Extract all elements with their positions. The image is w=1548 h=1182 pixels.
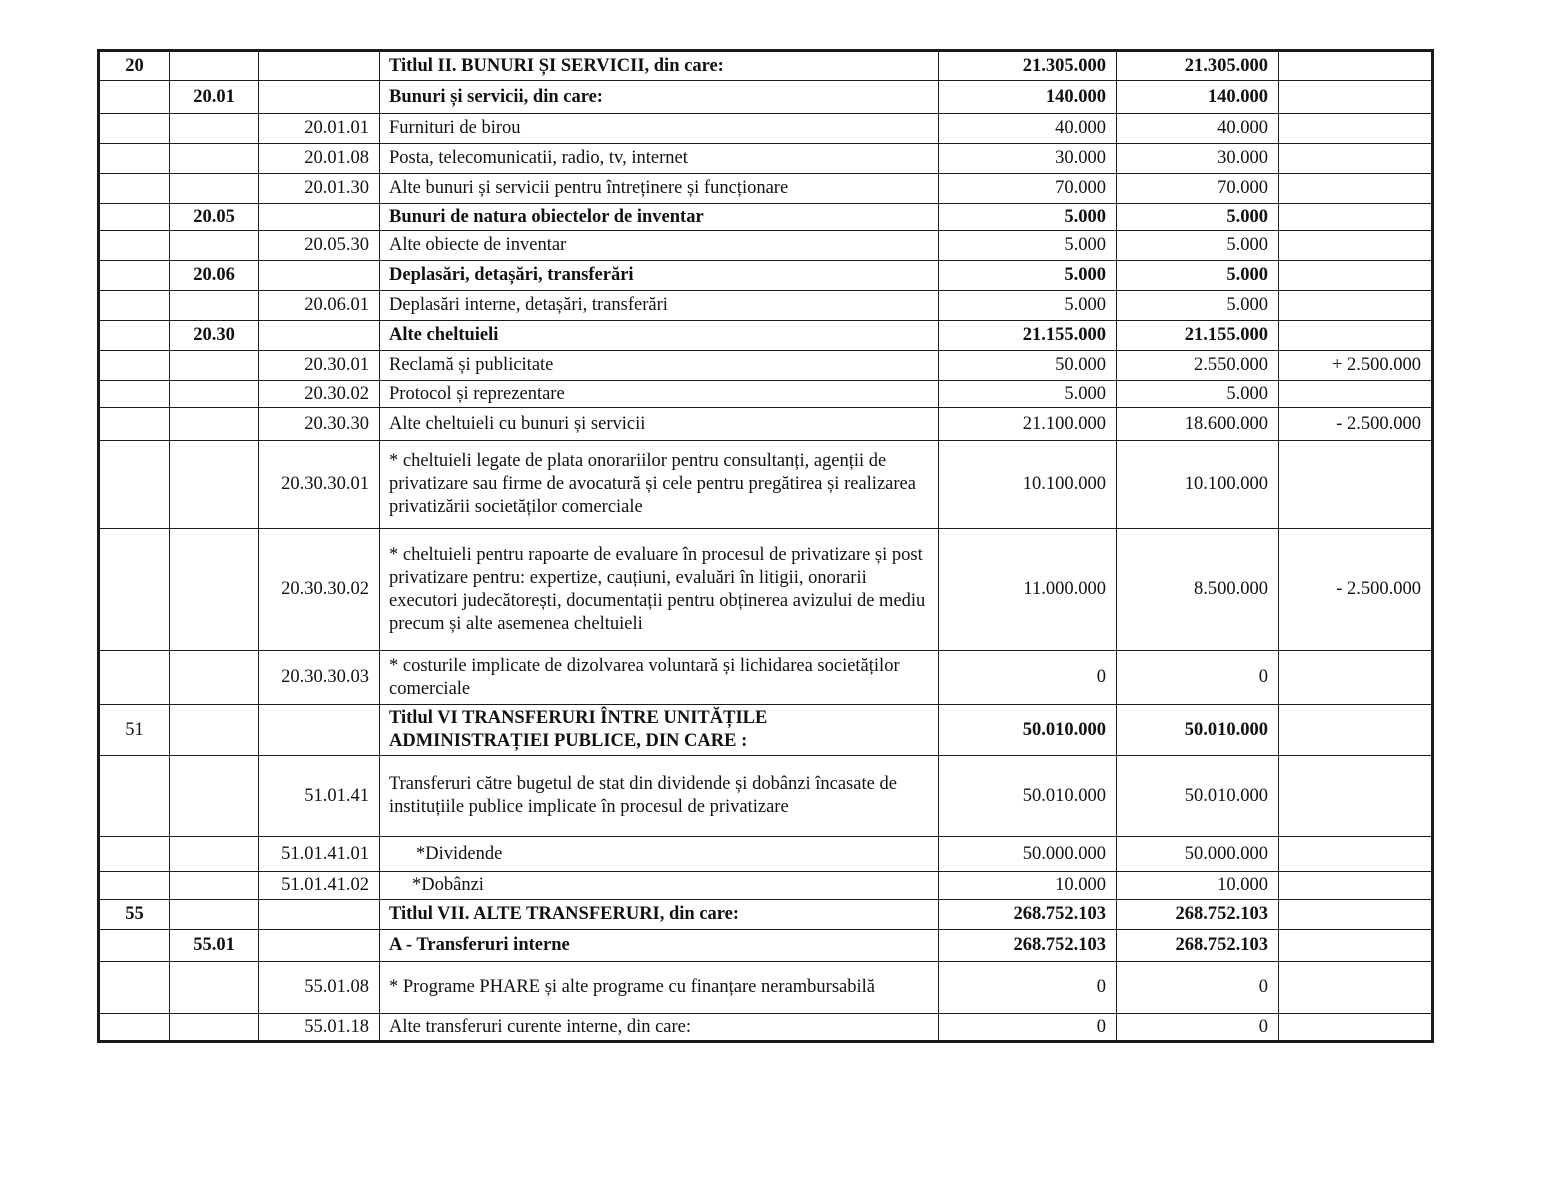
cell-title-code: 55 bbox=[99, 900, 170, 930]
cell-chapter-code bbox=[170, 291, 259, 321]
cell-description: Titlul II. BUNURI ȘI SERVICII, din care: bbox=[380, 51, 939, 81]
cell-title-code bbox=[99, 837, 170, 872]
cell-amount-initial: 268.752.103 bbox=[939, 900, 1117, 930]
cell-influence bbox=[1279, 441, 1433, 529]
table-row bbox=[99, 1014, 1433, 1042]
budget-table bbox=[97, 49, 1434, 1043]
cell-title-code bbox=[99, 81, 170, 114]
cell-amount-initial: 40.000 bbox=[939, 114, 1117, 144]
cell-amount-initial: 50.000.000 bbox=[939, 837, 1117, 872]
table-row bbox=[99, 351, 1433, 381]
cell-amount-revised: 268.752.103 bbox=[1117, 900, 1279, 930]
cell-influence bbox=[1279, 231, 1433, 261]
cell-title-code bbox=[99, 441, 170, 529]
table-row bbox=[99, 408, 1433, 441]
cell-chapter-code: 20.05 bbox=[170, 204, 259, 231]
cell-title-code bbox=[99, 408, 170, 441]
cell-influence bbox=[1279, 756, 1433, 837]
cell-title-code bbox=[99, 529, 170, 651]
table-row bbox=[99, 144, 1433, 174]
cell-amount-revised: 10.000 bbox=[1117, 872, 1279, 900]
cell-amount-initial: 10.100.000 bbox=[939, 441, 1117, 529]
cell-influence bbox=[1279, 261, 1433, 291]
cell-amount-initial: 21.305.000 bbox=[939, 51, 1117, 81]
cell-influence bbox=[1279, 705, 1433, 756]
cell-chapter-code bbox=[170, 900, 259, 930]
cell-title-code bbox=[99, 962, 170, 1014]
cell-description: Posta, telecomunicatii, radio, tv, internet bbox=[380, 144, 939, 174]
cell-amount-initial: 11.000.000 bbox=[939, 529, 1117, 651]
cell-amount-revised: 8.500.000 bbox=[1117, 529, 1279, 651]
table-row bbox=[99, 204, 1433, 231]
cell-chapter-code bbox=[170, 962, 259, 1014]
cell-article-code bbox=[259, 261, 380, 291]
table-row bbox=[99, 321, 1433, 351]
cell-amount-initial: 50.010.000 bbox=[939, 705, 1117, 756]
cell-article-code bbox=[259, 321, 380, 351]
cell-influence bbox=[1279, 1014, 1433, 1042]
cell-description: Titlul VII. ALTE TRANSFERURI, din care: bbox=[380, 900, 939, 930]
cell-article-code: 51.01.41.01 bbox=[259, 837, 380, 872]
cell-amount-revised: 268.752.103 bbox=[1117, 930, 1279, 962]
cell-title-code: 51 bbox=[99, 705, 170, 756]
cell-chapter-code bbox=[170, 408, 259, 441]
cell-amount-initial: 50.010.000 bbox=[939, 756, 1117, 837]
cell-chapter-code bbox=[170, 1014, 259, 1042]
table-row bbox=[99, 529, 1433, 651]
cell-chapter-code bbox=[170, 351, 259, 381]
cell-description: * costurile implicate de dizolvarea voluntară și lichidarea societăților comerciale bbox=[380, 651, 939, 705]
cell-influence bbox=[1279, 837, 1433, 872]
table-row bbox=[99, 261, 1433, 291]
cell-article-code: 20.01.01 bbox=[259, 114, 380, 144]
cell-title-code bbox=[99, 261, 170, 291]
table-row bbox=[99, 51, 1433, 81]
cell-description: Bunuri și servicii, din care: bbox=[380, 81, 939, 114]
cell-description: Alte transferuri curente interne, din care: bbox=[380, 1014, 939, 1042]
cell-description: Reclamă și publicitate bbox=[380, 351, 939, 381]
cell-amount-revised: 5.000 bbox=[1117, 261, 1279, 291]
cell-amount-initial: 10.000 bbox=[939, 872, 1117, 900]
cell-chapter-code: 20.06 bbox=[170, 261, 259, 291]
cell-title-code bbox=[99, 174, 170, 204]
cell-amount-revised: 21.155.000 bbox=[1117, 321, 1279, 351]
cell-influence bbox=[1279, 651, 1433, 705]
cell-title-code bbox=[99, 651, 170, 705]
cell-title-code bbox=[99, 144, 170, 174]
table-row bbox=[99, 441, 1433, 529]
cell-chapter-code bbox=[170, 651, 259, 705]
cell-article-code bbox=[259, 930, 380, 962]
cell-amount-revised: 0 bbox=[1117, 962, 1279, 1014]
cell-title-code bbox=[99, 291, 170, 321]
cell-article-code bbox=[259, 51, 380, 81]
cell-title-code bbox=[99, 872, 170, 900]
cell-amount-initial: 0 bbox=[939, 1014, 1117, 1042]
cell-influence bbox=[1279, 51, 1433, 81]
table-row bbox=[99, 381, 1433, 408]
cell-influence bbox=[1279, 381, 1433, 408]
cell-description: Bunuri de natura obiectelor de inventar bbox=[380, 204, 939, 231]
cell-article-code: 20.06.01 bbox=[259, 291, 380, 321]
cell-chapter-code bbox=[170, 231, 259, 261]
cell-influence bbox=[1279, 204, 1433, 231]
cell-influence: + 2.500.000 bbox=[1279, 351, 1433, 381]
cell-description: *Dividende bbox=[380, 837, 939, 872]
cell-chapter-code bbox=[170, 144, 259, 174]
cell-chapter-code bbox=[170, 114, 259, 144]
cell-amount-revised: 50.010.000 bbox=[1117, 756, 1279, 837]
cell-title-code bbox=[99, 321, 170, 351]
cell-chapter-code: 20.01 bbox=[170, 81, 259, 114]
cell-title-code bbox=[99, 756, 170, 837]
cell-amount-initial: 30.000 bbox=[939, 144, 1117, 174]
cell-influence: - 2.500.000 bbox=[1279, 408, 1433, 441]
cell-article-code: 20.30.30.03 bbox=[259, 651, 380, 705]
cell-article-code: 20.30.02 bbox=[259, 381, 380, 408]
table-row bbox=[99, 900, 1433, 930]
cell-amount-initial: 5.000 bbox=[939, 381, 1117, 408]
table-row bbox=[99, 962, 1433, 1014]
cell-title-code bbox=[99, 930, 170, 962]
cell-chapter-code bbox=[170, 381, 259, 408]
cell-article-code: 20.30.30.01 bbox=[259, 441, 380, 529]
cell-description: Alte bunuri și servicii pentru întreținere și funcționare bbox=[380, 174, 939, 204]
cell-description: * cheltuieli pentru rapoarte de evaluare în procesul de privatizare și post privatizare pentru: expertize, cauțiuni, evaluări în litigii, onorarii executori judecătorești, documentații pentru obținerea avizului de mediu precum și alte asemenea cheltuieli bbox=[380, 529, 939, 651]
cell-amount-revised: 50.000.000 bbox=[1117, 837, 1279, 872]
cell-chapter-code bbox=[170, 872, 259, 900]
cell-article-code: 51.01.41 bbox=[259, 756, 380, 837]
cell-amount-initial: 5.000 bbox=[939, 231, 1117, 261]
cell-amount-initial: 21.155.000 bbox=[939, 321, 1117, 351]
table-row bbox=[99, 81, 1433, 114]
cell-title-code bbox=[99, 204, 170, 231]
cell-influence: - 2.500.000 bbox=[1279, 529, 1433, 651]
cell-amount-revised: 5.000 bbox=[1117, 381, 1279, 408]
cell-influence bbox=[1279, 291, 1433, 321]
cell-description: Alte obiecte de inventar bbox=[380, 231, 939, 261]
cell-amount-initial: 5.000 bbox=[939, 204, 1117, 231]
cell-article-code: 51.01.41.02 bbox=[259, 872, 380, 900]
cell-amount-revised: 2.550.000 bbox=[1117, 351, 1279, 381]
cell-title-code bbox=[99, 114, 170, 144]
cell-article-code bbox=[259, 705, 380, 756]
cell-description: Deplasări interne, detașări, transferări bbox=[380, 291, 939, 321]
cell-article-code bbox=[259, 81, 380, 114]
table-row bbox=[99, 872, 1433, 900]
cell-title-code bbox=[99, 381, 170, 408]
cell-article-code: 20.01.08 bbox=[259, 144, 380, 174]
cell-article-code: 20.05.30 bbox=[259, 231, 380, 261]
cell-chapter-code bbox=[170, 441, 259, 529]
cell-influence bbox=[1279, 900, 1433, 930]
cell-title-code bbox=[99, 351, 170, 381]
cell-influence bbox=[1279, 872, 1433, 900]
table-row bbox=[99, 291, 1433, 321]
cell-influence bbox=[1279, 114, 1433, 144]
cell-article-code: 20.30.30 bbox=[259, 408, 380, 441]
table-row bbox=[99, 837, 1433, 872]
cell-amount-revised: 0 bbox=[1117, 1014, 1279, 1042]
cell-article-code: 55.01.08 bbox=[259, 962, 380, 1014]
cell-influence bbox=[1279, 174, 1433, 204]
cell-amount-initial: 268.752.103 bbox=[939, 930, 1117, 962]
cell-article-code bbox=[259, 204, 380, 231]
cell-influence bbox=[1279, 930, 1433, 962]
table-row bbox=[99, 930, 1433, 962]
cell-chapter-code bbox=[170, 174, 259, 204]
cell-amount-revised: 5.000 bbox=[1117, 204, 1279, 231]
cell-title-code: 20 bbox=[99, 51, 170, 81]
cell-chapter-code bbox=[170, 529, 259, 651]
cell-chapter-code: 55.01 bbox=[170, 930, 259, 962]
table-row bbox=[99, 705, 1433, 756]
cell-amount-revised: 5.000 bbox=[1117, 231, 1279, 261]
cell-amount-initial: 21.100.000 bbox=[939, 408, 1117, 441]
cell-chapter-code bbox=[170, 51, 259, 81]
cell-article-code: 20.30.30.02 bbox=[259, 529, 380, 651]
cell-influence bbox=[1279, 321, 1433, 351]
cell-amount-initial: 5.000 bbox=[939, 291, 1117, 321]
cell-amount-revised: 10.100.000 bbox=[1117, 441, 1279, 529]
cell-description: Titlul VI TRANSFERURI ÎNTRE UNITĂȚILE ADMINISTRAȚIEI PUBLICE, DIN CARE : bbox=[380, 705, 939, 756]
cell-description: Furnituri de birou bbox=[380, 114, 939, 144]
cell-article-code: 20.01.30 bbox=[259, 174, 380, 204]
cell-chapter-code bbox=[170, 705, 259, 756]
table-row bbox=[99, 114, 1433, 144]
cell-amount-revised: 40.000 bbox=[1117, 114, 1279, 144]
cell-chapter-code: 20.30 bbox=[170, 321, 259, 351]
cell-amount-revised: 5.000 bbox=[1117, 291, 1279, 321]
cell-title-code bbox=[99, 231, 170, 261]
cell-description: A - Transferuri interne bbox=[380, 930, 939, 962]
cell-description: Deplasări, detașări, transferări bbox=[380, 261, 939, 291]
cell-influence bbox=[1279, 144, 1433, 174]
table-row bbox=[99, 231, 1433, 261]
table-row bbox=[99, 651, 1433, 705]
cell-description: * cheltuieli legate de plata onorariilor pentru consultanți, agenții de privatizare sau firme de avocatură și cele pentru pregătirea și realizarea privatizării societăților comerciale bbox=[380, 441, 939, 529]
cell-amount-revised: 21.305.000 bbox=[1117, 51, 1279, 81]
table-row bbox=[99, 174, 1433, 204]
cell-description: Protocol și reprezentare bbox=[380, 381, 939, 408]
cell-title-code bbox=[99, 1014, 170, 1042]
cell-amount-initial: 0 bbox=[939, 962, 1117, 1014]
cell-amount-revised: 140.000 bbox=[1117, 81, 1279, 114]
cell-article-code: 55.01.18 bbox=[259, 1014, 380, 1042]
table-row bbox=[99, 756, 1433, 837]
cell-description: Transferuri către bugetul de stat din dividende și dobânzi încasate de instituțiile publice implicate în procesul de privatizare bbox=[380, 756, 939, 837]
cell-amount-initial: 0 bbox=[939, 651, 1117, 705]
cell-amount-revised: 18.600.000 bbox=[1117, 408, 1279, 441]
cell-amount-revised: 0 bbox=[1117, 651, 1279, 705]
cell-influence bbox=[1279, 81, 1433, 114]
table-body bbox=[99, 51, 1433, 1042]
cell-amount-initial: 70.000 bbox=[939, 174, 1117, 204]
cell-description: *Dobânzi bbox=[380, 872, 939, 900]
cell-amount-initial: 140.000 bbox=[939, 81, 1117, 114]
cell-amount-revised: 50.010.000 bbox=[1117, 705, 1279, 756]
cell-chapter-code bbox=[170, 756, 259, 837]
cell-description: Alte cheltuieli bbox=[380, 321, 939, 351]
cell-description: Alte cheltuieli cu bunuri și servicii bbox=[380, 408, 939, 441]
cell-chapter-code bbox=[170, 837, 259, 872]
cell-amount-revised: 30.000 bbox=[1117, 144, 1279, 174]
cell-description: * Programe PHARE și alte programe cu finanțare nerambursabilă bbox=[380, 962, 939, 1014]
cell-amount-initial: 5.000 bbox=[939, 261, 1117, 291]
cell-amount-initial: 50.000 bbox=[939, 351, 1117, 381]
cell-article-code bbox=[259, 900, 380, 930]
cell-influence bbox=[1279, 962, 1433, 1014]
cell-amount-revised: 70.000 bbox=[1117, 174, 1279, 204]
cell-article-code: 20.30.01 bbox=[259, 351, 380, 381]
